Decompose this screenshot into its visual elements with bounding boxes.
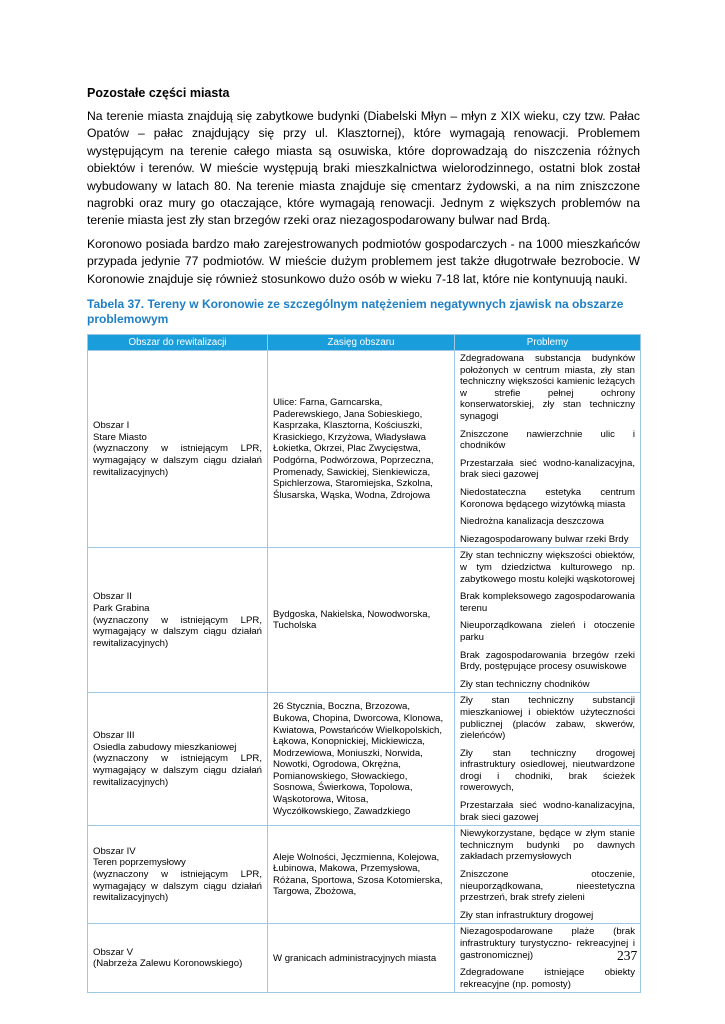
problems-cell [455, 924, 641, 993]
range-cell [268, 826, 455, 924]
table-row [88, 826, 641, 924]
range-text: Aleje Wolności, Jęczmienna, Kolejowa, Łubinowa, Makowa, Przemysłowa, Różana, Sportowa, Szosa Kotomierska, Targowa, Zbożowa, [273, 851, 443, 898]
problems-cell [455, 693, 641, 826]
problems-cell [455, 826, 641, 924]
table-header-row [88, 335, 641, 351]
range-text: 26 Stycznia, Boczna, Brzozowa, Bukowa, Chopina, Dworcowa, Klonowa, Kwiatowa, Powstańców Wielkopolskich, Łąkowa, Konopnickiej, Mickiewicza, Modrzewiowa, Moniuszki, Norwida, Nowotki, Ogrodowa, Okrężna, Pomianowskiego, Słowackiego, Sosnowa, Świerkowa, Topolowa, Wąskotorowa, Witosa, Wyczółkowskiego, Zawadzkiego [273, 701, 444, 817]
area-note: (wyznaczony w istniejącym LPR, wymagający w dalszym ciągu działań rewitalizacyjnych) [93, 443, 262, 478]
revitalization-table [87, 334, 641, 993]
range-cell [268, 924, 455, 993]
range-cell [268, 548, 455, 693]
area-subtitle: Park Grabina [93, 602, 150, 614]
area-cell [88, 548, 268, 693]
area-note: (wyznaczony w istniejącym LPR, wymagający w dalszym ciągu działań rewitalizacyjnych) [93, 869, 262, 904]
problem-item: Niedrożna kanalizacja deszczowa [460, 516, 604, 528]
problem-item: Niezagospodarowane plaże (brak infrastruktury turystyczno- rekreacyjnej i gastronomicznej) [460, 926, 635, 961]
problem-item: Przestarzała sieć wodno-kanalizacyjna, brak sieci gazowej [460, 800, 635, 823]
area-name: Obszar IV [93, 845, 136, 857]
column-header: Problemy [455, 335, 641, 351]
paragraph: Na terenie miasta znajdują się zabytkowe budynki (Diabelski Młyn – młyn z XIX wieku, czy tzw. Pałac Opatów – pałac znajdujący się przy ul. Klasztornej), które wymagają renowacji. Problemem występującym na terenie całego miasta są osuwiska, które doprowadzają do niszczenia różnych obiektów i terenów. W mieście występują braki mieszkalnictwa wielorodzinnego, ostatni blok został wybudowany w latach 80. Na terenie miasta znajduje się cmentarz żydowski, a na nim zniszczone nagrobki oraz mury go otaczające, które wymagają renowacji. Jednym z większych problemów na terenie miasta jest zły stan brzegów rzeki oraz niezagospodarowany bulwar nad Brdą. [87, 109, 640, 228]
area-name: Obszar III [93, 730, 135, 742]
problem-item: Zły stan techniczny substancji mieszkaniowej i obiektów użyteczności publicznej (placów zabaw, skwerów, zieleńców) [460, 695, 635, 742]
table-row [88, 924, 641, 993]
problem-item: Brak kompleksowego zagospodarowania terenu [460, 591, 635, 614]
area-subtitle: Teren poprzemysłowy [93, 857, 186, 869]
range-text: W granicach administracyjnych miasta [273, 952, 437, 964]
area-cell [88, 826, 268, 924]
problem-item: Zdegradowane istniejące obiekty rekreacyjne (np. pomosty) [460, 967, 635, 990]
area-subtitle: (Nabrzeża Zalewu Koronowskiego) [93, 958, 243, 970]
area-cell [88, 924, 268, 993]
area-name: Obszar I [93, 420, 130, 432]
problems-cell [455, 548, 641, 693]
page-number: 237 [617, 948, 638, 963]
paragraph: Koronowo posiada bardzo mało zarejestrowanych podmiotów gospodarczych - na 1000 mieszkańców przypada jedynie 77 podmiotów. W mieście dużym problemem jest także długotrwałe bezrobocie. W Koronowie znajduje się również stosunkowo dużo osób w wieku 7-18 lat, które nie kontynuują nauki. [87, 236, 640, 286]
area-cell [88, 693, 268, 826]
problem-item: Brak zagospodarowania brzegów rzeki Brdy, postępujące procesy osuwiskowe [460, 649, 635, 673]
table-row [88, 548, 641, 693]
problem-item: Niedostateczna estetyka centrum Koronowa będącego wizytówką miasta [460, 487, 635, 510]
problem-item: Niewykorzystane, będące w złym stanie technicznym budynki po dawnych zakładach przemysłowych [460, 828, 635, 863]
problem-item: Przestarzała sieć wodno-kanalizacyjna, brak sieci gazowej [460, 457, 635, 481]
problem-item: Zły stan techniczny drogowej infrastruktury osiedlowej, nieutwardzone drogi i chodniki, brak ścieżek rowerowych, [460, 747, 635, 794]
column-header: Zasięg obszaru [268, 335, 455, 351]
range-cell [268, 351, 455, 548]
section-heading: Pozostałe części miasta [87, 86, 230, 100]
column-header: Obszar do rewitalizacji [88, 335, 268, 351]
area-name: Obszar V [93, 946, 133, 958]
problems-cell [455, 351, 641, 548]
table-row [88, 351, 641, 548]
page-content [87, 86, 640, 993]
problem-item: Zły stan infrastruktury drogowej [460, 909, 594, 921]
problem-item: Niezagospodarowany bulwar rzeki Brdy [460, 533, 629, 545]
area-note: (wyznaczony w istniejącym LPR, wymagający w dalszym ciągu działań rewitalizacyjnych) [93, 614, 262, 649]
table-row [88, 693, 641, 826]
range-cell [268, 693, 455, 826]
area-cell [88, 351, 268, 548]
area-note: (wyznaczony w istniejącym LPR, wymagający w dalszym ciągu działań rewitalizacyjnych) [93, 753, 262, 788]
problem-item: Zniszczone otoczenie, nieuporządkowana, nieestetyczna przestrzeń, brak strefy zieleni [460, 869, 635, 904]
range-text: Ulice: Farna, Garncarska, Paderewskiego, Jana Sobieskiego, Kasprzaka, Klasztorna, Kościuszki, Krasickiego, Krzyżowa, Władysława Łokietka, Okrzei, Plac Zwycięstwa, Podgórna, Podwórzowa, Poprzeczna, Promenady, Sawickiej, Sienkiewicza, Spichlerzowa, Staromiejska, Szkolna, Ślusarska, Wąska, Wodna, Zdrojowa [273, 397, 434, 501]
problem-item: Zły stan techniczny większości obiektów, w tym dziedzictwa kulturowego np. zabytkowego mostu kolejki wąskotorowej [460, 550, 635, 585]
area-name: Obszar II [93, 591, 132, 603]
problem-item: Zdegradowana substancja budynków położonych w centrum miasta, zły stan techniczny większości kamienic leżących w strefie pełnej ochrony konserwatorskiej, zły stan techniczny synagogi [460, 353, 635, 423]
table-caption: Tabela 37. Tereny w Koronowie ze szczególnym natężeniem negatywnych zjawisk na obszarze problemowym [87, 297, 624, 327]
problem-item: Zniszczone nawierzchnie ulic i chodników [460, 428, 635, 452]
area-subtitle: Osiedla zabudowy mieszkaniowej [93, 741, 237, 753]
area-subtitle: Stare Miasto [93, 431, 147, 443]
range-text: Bydgoska, Nakielska, Nowodworska, Tucholska [273, 608, 431, 632]
problem-item: Zły stan techniczny chodników [460, 678, 590, 690]
problem-item: Nieuporządkowana zieleń i otoczenie parku [460, 620, 635, 643]
